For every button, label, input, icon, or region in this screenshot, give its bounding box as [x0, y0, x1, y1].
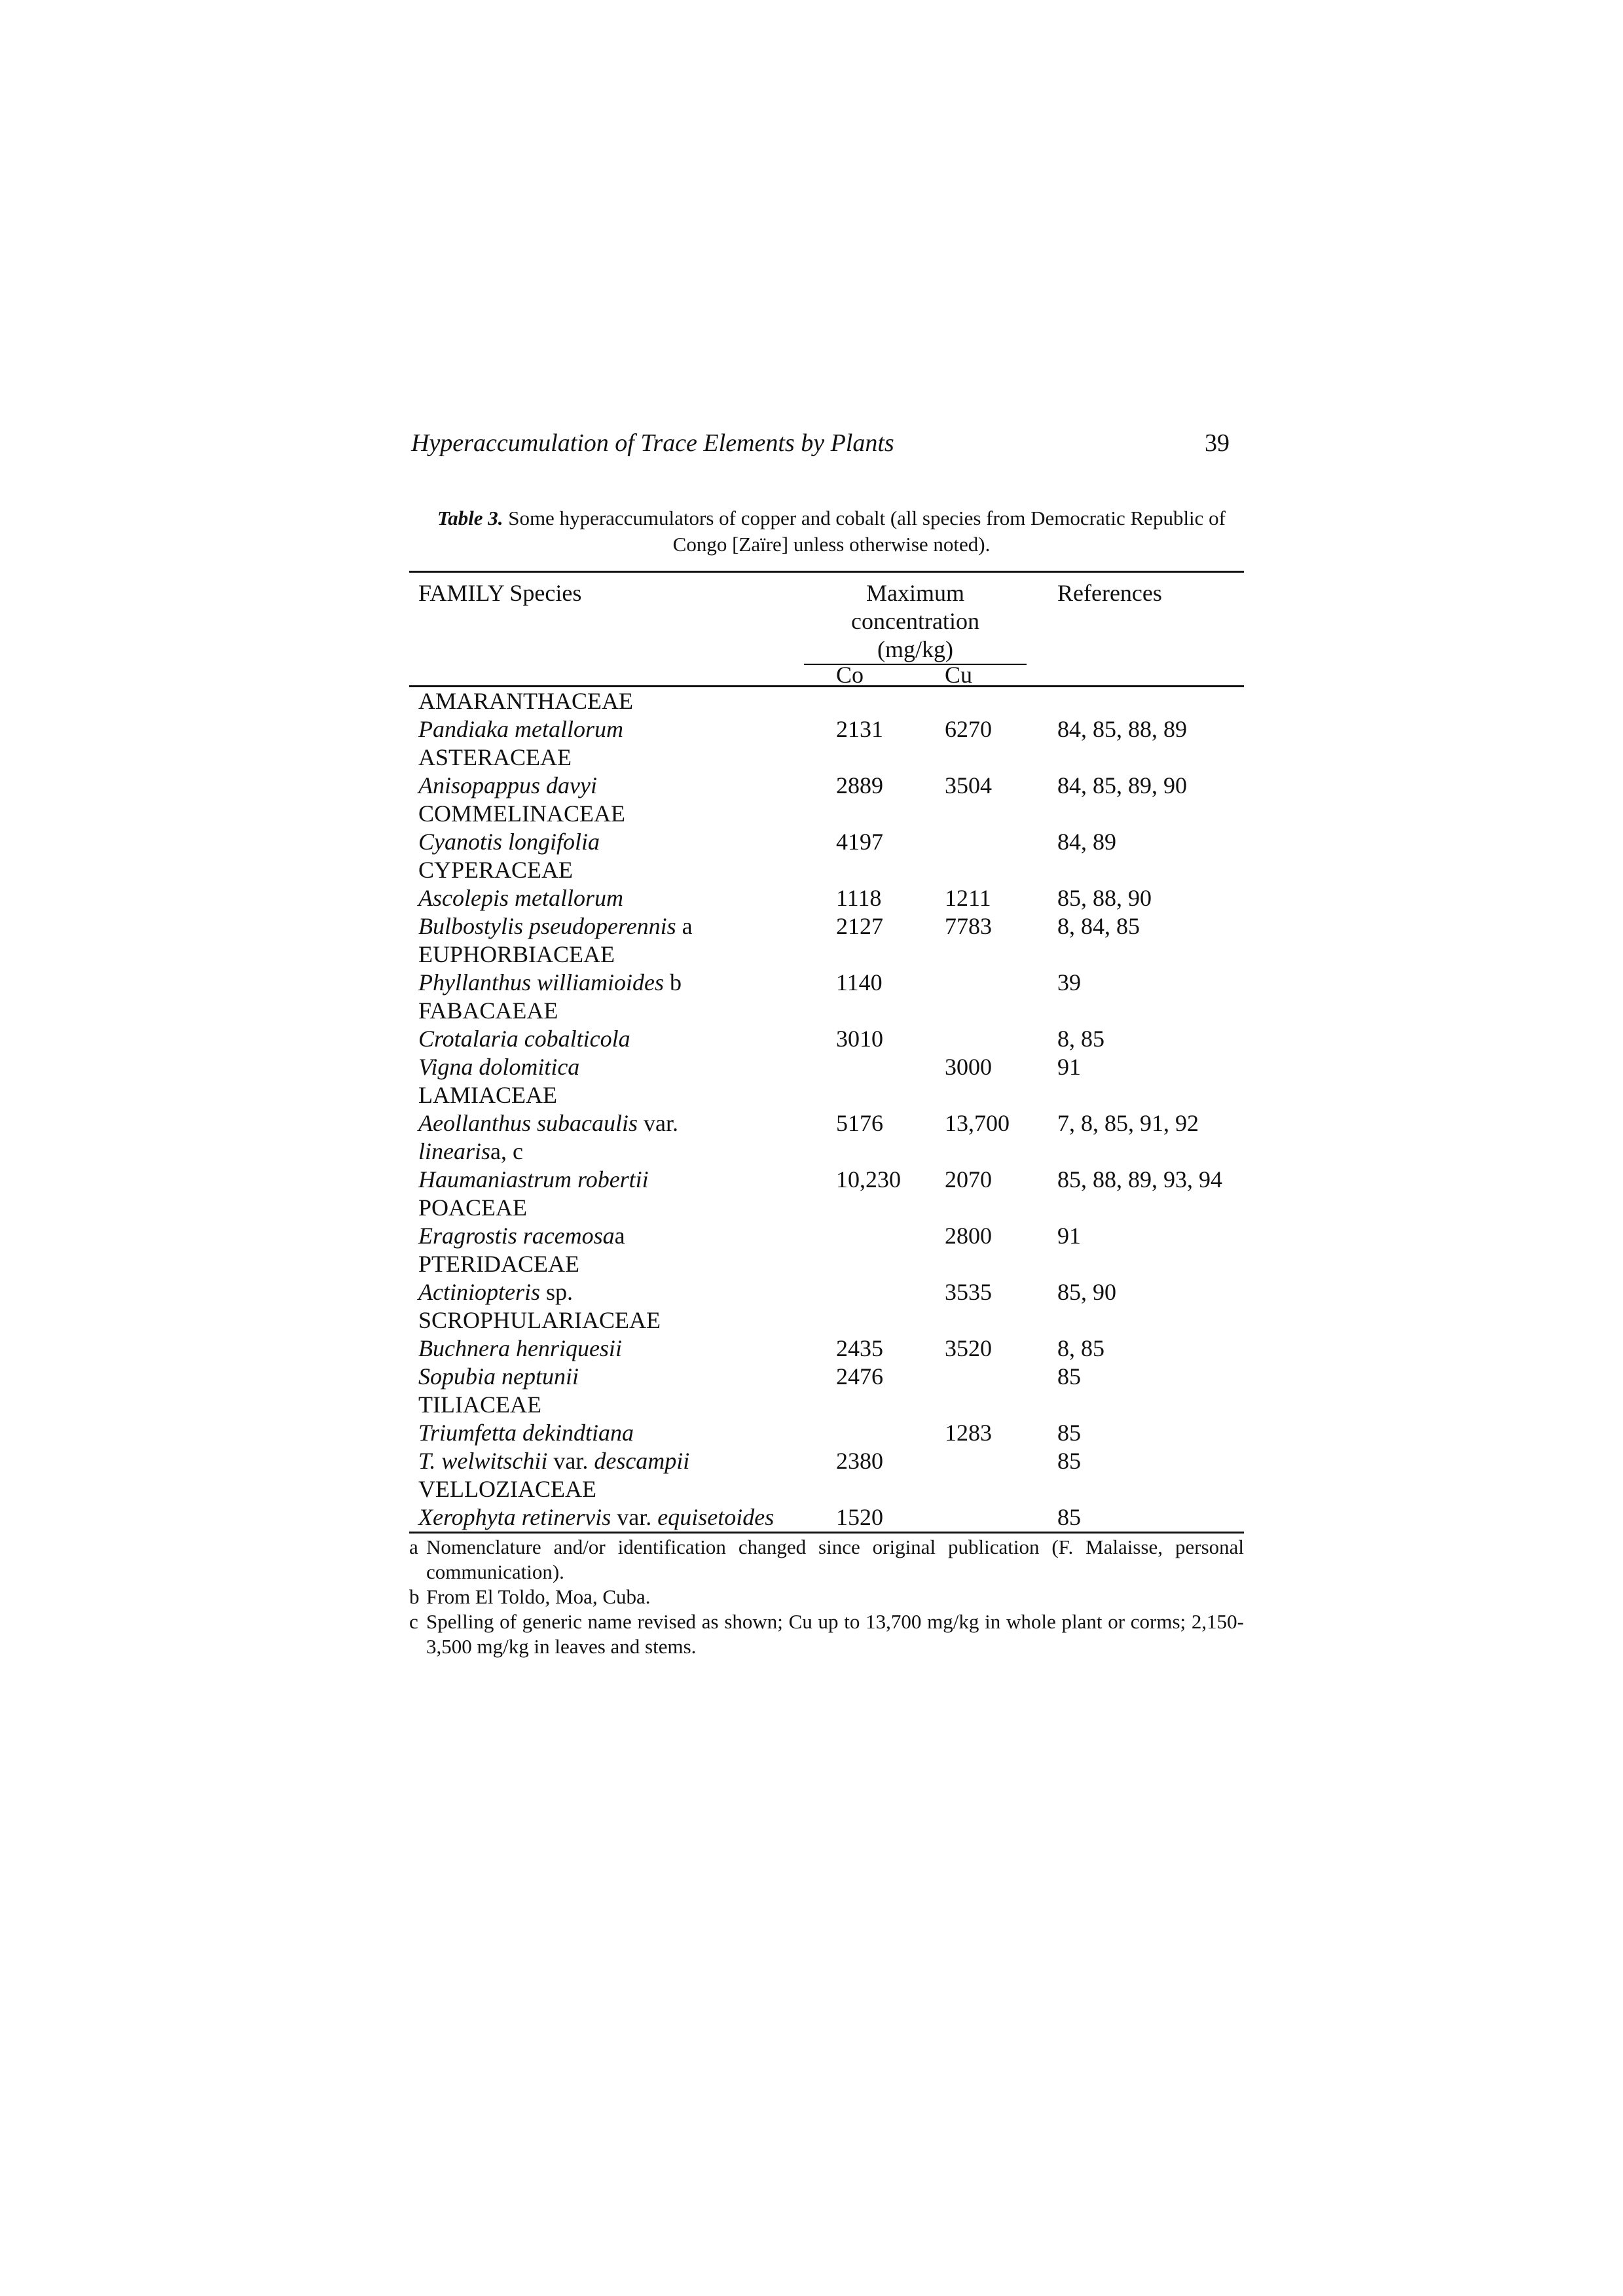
references-value: 8, 84, 85	[1057, 913, 1140, 939]
species-qualifier: var.	[638, 1110, 678, 1136]
page-number: 39	[1205, 429, 1230, 457]
species-italic: Sopubia neptunii	[418, 1363, 579, 1390]
species-name-continued	[418, 1138, 523, 1165]
species-name	[418, 828, 600, 855]
family-row	[409, 1194, 1244, 1222]
species-name	[418, 1222, 625, 1249]
species-italic: T. welwitschii	[418, 1448, 548, 1474]
references-value: 8, 85	[1057, 1335, 1104, 1361]
table-bottom-rule	[409, 1532, 1244, 1534]
co-value: 2380	[836, 1448, 883, 1474]
footnote	[409, 1609, 1244, 1659]
references-value: 85	[1057, 1363, 1081, 1390]
co-value: 2889	[836, 772, 883, 798]
references-value: 85	[1057, 1504, 1081, 1530]
species-row	[409, 772, 1244, 800]
references-value: 84, 85, 88, 89	[1057, 716, 1187, 742]
family-name: POACEAE	[418, 1194, 528, 1221]
species-italic: Aeollanthus subacaulis	[418, 1110, 638, 1136]
header-max-concentration	[820, 579, 1010, 665]
cu-value: 3000	[945, 1054, 992, 1080]
species-name	[418, 1335, 622, 1362]
species-row	[409, 1503, 1244, 1532]
footnote-text: From El Toldo, Moa, Cuba.	[426, 1585, 651, 1608]
species-italic: Bulbostylis pseudoperennis	[418, 913, 676, 939]
running-head	[411, 429, 1230, 457]
header-max-line2: concentration	[851, 608, 979, 634]
species-italic: Phyllanthus williamioides	[418, 969, 664, 996]
species-italic: Pandiaka metallorum	[418, 716, 623, 742]
header-max-line1: Maximum	[866, 580, 964, 606]
family-row	[409, 744, 1244, 772]
family-row	[409, 1475, 1244, 1503]
cu-value: 3520	[945, 1335, 992, 1361]
species-italic: Buchnera henriquesii	[418, 1335, 622, 1361]
table-label: Table 3.	[437, 507, 503, 529]
references-value: 85	[1057, 1448, 1081, 1474]
family-name: ASTERACEAE	[418, 744, 572, 770]
family-row	[409, 1306, 1244, 1335]
species-name	[418, 772, 597, 799]
species-row	[409, 1109, 1244, 1138]
references-value: 85	[1057, 1420, 1081, 1446]
co-value: 1118	[836, 885, 882, 911]
family-row	[409, 941, 1244, 969]
cu-value: 1211	[945, 885, 991, 911]
species-row	[409, 912, 1244, 941]
species-name	[418, 715, 623, 743]
species-italic-2: descampii	[594, 1448, 690, 1474]
family-name: FABACAEAE	[418, 997, 558, 1024]
species-suffix: var.	[547, 1448, 594, 1474]
co-value: 2127	[836, 913, 883, 939]
species-italic: Cyanotis longifolia	[418, 829, 600, 855]
co-value: 4197	[836, 829, 883, 855]
cu-value: 6270	[945, 716, 992, 742]
references-value: 85, 88, 89, 93, 94	[1057, 1166, 1222, 1193]
species-italic: Crotalaria cobalticola	[418, 1026, 630, 1052]
family-name: EUPHORBIACEAE	[418, 941, 615, 967]
footnote	[409, 1585, 1244, 1609]
species-row	[409, 884, 1244, 912]
species-name	[418, 1053, 579, 1081]
references-value: 39	[1057, 969, 1081, 996]
references-value: 84, 89	[1057, 829, 1116, 855]
footnote-text: Nomenclature and/or identification changed since original publication (F. Malaisse, personal communication).	[426, 1535, 1244, 1583]
species-name	[418, 1419, 634, 1446]
references-value: 8, 85	[1057, 1026, 1104, 1052]
species-name	[418, 1025, 630, 1052]
references-value: 91	[1057, 1054, 1081, 1080]
species-name	[418, 1166, 649, 1193]
references-value: 85, 90	[1057, 1279, 1116, 1305]
cu-value: 1283	[945, 1420, 992, 1446]
footnote-text: Spelling of generic name revised as shown; Cu up to 13,700 mg/kg in whole plant or corms; 2,150-3,500 mg/kg in leaves and stems.	[426, 1610, 1244, 1658]
references-value: 84, 85, 89, 90	[1057, 772, 1187, 798]
co-value: 2476	[836, 1363, 883, 1390]
family-row	[409, 1391, 1244, 1419]
species-name	[418, 1109, 678, 1137]
family-name: COMMELINACEAE	[418, 800, 625, 827]
family-row	[409, 800, 1244, 828]
species-row	[409, 1447, 1244, 1475]
running-head-title: Hyperaccumulation of Trace Elements by Plants	[411, 429, 894, 457]
species-italic-2: linearis	[418, 1138, 491, 1164]
table-body	[409, 687, 1244, 1532]
footnote-marker: c	[409, 1610, 418, 1633]
species-italic: Triumfetta dekindtiana	[418, 1420, 634, 1446]
species-row	[409, 1335, 1244, 1363]
species-name	[418, 1363, 579, 1390]
hyperaccumulator-table	[409, 571, 1244, 1659]
co-value: 10,230	[836, 1166, 901, 1193]
header-cu: Cu	[945, 662, 973, 688]
species-italic: Haumaniastrum robertii	[418, 1166, 649, 1193]
species-italic: Anisopappus davyi	[418, 772, 597, 798]
footnote-marker: a	[409, 1535, 418, 1558]
species-suffix: a, c	[490, 1138, 523, 1164]
family-row	[409, 856, 1244, 884]
header-units: (mg/kg)	[877, 636, 953, 662]
footnote	[409, 1535, 1244, 1585]
family-name: TILIACEAE	[418, 1391, 541, 1418]
co-value: 2435	[836, 1335, 883, 1361]
species-suffix: b	[664, 969, 682, 996]
species-italic: Vigna dolomitica	[418, 1054, 580, 1080]
species-row-continued	[409, 1138, 1244, 1166]
species-name	[418, 1278, 573, 1306]
cu-value: 13,700	[945, 1110, 1010, 1136]
co-value: 2131	[836, 716, 883, 742]
family-row	[409, 1081, 1244, 1109]
cu-value: 2800	[945, 1223, 992, 1249]
header-species: FAMILY Species	[418, 580, 582, 606]
species-row	[409, 1222, 1244, 1250]
species-suffix: sp.	[539, 1279, 573, 1305]
co-value: 5176	[836, 1110, 883, 1136]
species-row	[409, 1419, 1244, 1447]
species-name	[418, 912, 693, 940]
species-italic-2: equisetoides	[657, 1504, 775, 1530]
references-value: 91	[1057, 1223, 1081, 1249]
co-value: 1520	[836, 1504, 883, 1530]
cu-value: 2070	[945, 1166, 992, 1193]
family-name: LAMIACEAE	[418, 1082, 557, 1108]
species-name	[418, 1447, 689, 1475]
footnote-marker: b	[409, 1585, 420, 1608]
table-footnotes	[409, 1535, 1244, 1659]
species-italic: Actiniopteris	[418, 1279, 540, 1305]
table-header	[409, 573, 1244, 688]
species-row	[409, 1278, 1244, 1306]
species-suffix: a	[614, 1223, 625, 1249]
header-co: Co	[836, 662, 864, 688]
cu-value: 7783	[945, 913, 992, 939]
family-row	[409, 1250, 1244, 1278]
family-name: CYPERACEAE	[418, 857, 574, 883]
family-name: VELLOZIACEAE	[418, 1476, 596, 1502]
species-name	[418, 969, 682, 996]
species-row	[409, 1053, 1244, 1081]
cu-value: 3535	[945, 1279, 992, 1305]
cu-value: 3504	[945, 772, 992, 798]
species-row	[409, 1363, 1244, 1391]
references-value: 7, 8, 85, 91, 92	[1057, 1110, 1199, 1136]
species-row	[409, 828, 1244, 856]
species-row	[409, 1025, 1244, 1053]
species-italic: Xerophyta retinervis	[418, 1504, 611, 1530]
family-row	[409, 687, 1244, 715]
references-value: 85, 88, 90	[1057, 885, 1152, 911]
species-row	[409, 715, 1244, 744]
table-caption	[432, 505, 1231, 558]
family-name: AMARANTHACEAE	[418, 688, 633, 714]
caption-text: Some hyperaccumulators of copper and cobalt (all species from Democratic Republic of Congo [Zaïre] unless otherwise noted).	[503, 507, 1226, 556]
header-references: References	[1057, 580, 1162, 606]
species-name	[418, 1503, 774, 1531]
family-row	[409, 997, 1244, 1025]
family-name: SCROPHULARIACEAE	[418, 1307, 661, 1333]
species-suffix: var.	[611, 1504, 658, 1530]
species-italic: Ascolepis metallorum	[418, 885, 623, 911]
family-name: PTERIDACEAE	[418, 1251, 579, 1277]
co-value: 1140	[836, 969, 883, 996]
species-row	[409, 969, 1244, 997]
species-row	[409, 1166, 1244, 1194]
co-value: 3010	[836, 1026, 883, 1052]
species-name	[418, 884, 623, 912]
species-italic: Eragrostis racemosa	[418, 1223, 615, 1249]
species-suffix: a	[676, 913, 693, 939]
